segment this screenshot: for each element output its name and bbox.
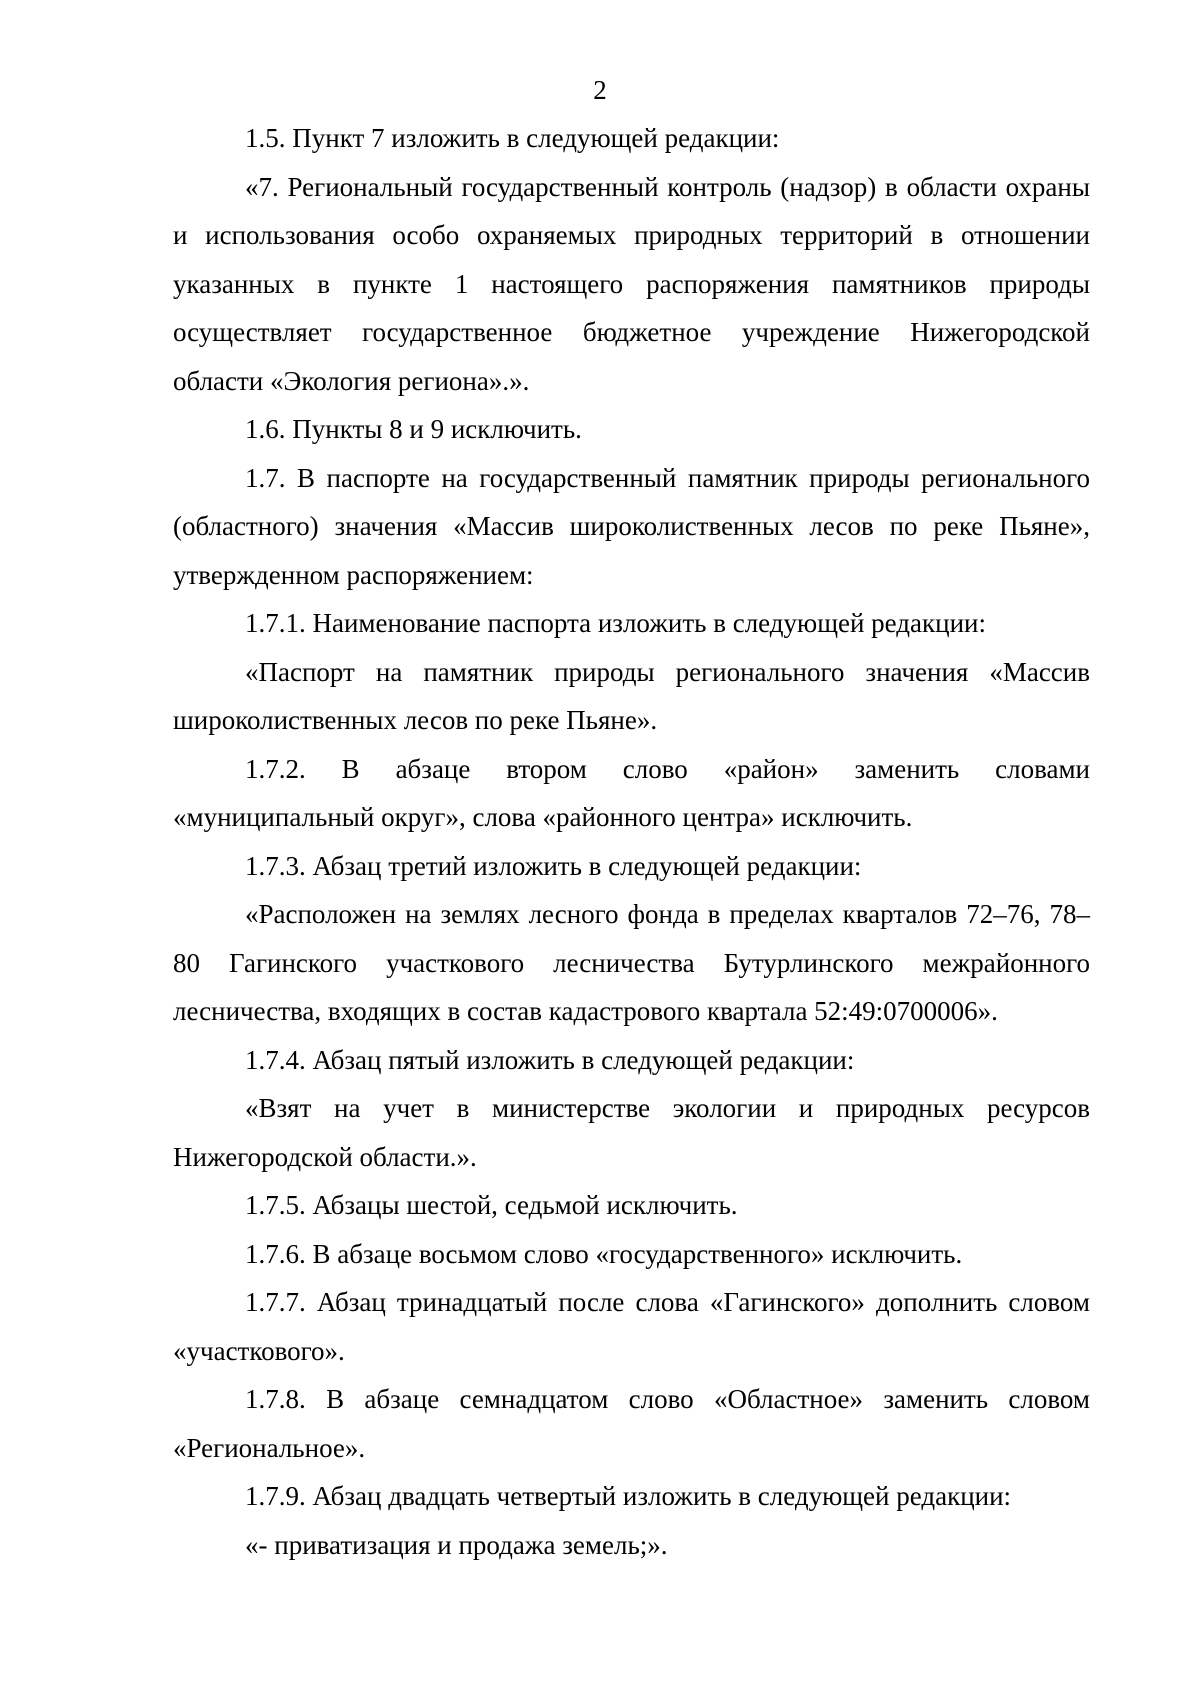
paragraph-passport-name: «Паспорт на памятник природы регионального значения «Массив широколиственных лесов по реке Пьяне». [173, 656, 1090, 735]
paragraph-1-7-6: 1.7.6. В абзаце восьмом слово «государственного» исключить. [245, 1238, 963, 1269]
paragraph-location-text: «Расположен на землях лесного фонда в пределах кварталов 72–76, 78–80 Гагинского участкового лесничества Бутурлинского межрайонного лесничества, входящих в состав кадастрового квартала 52:49:0700006». [173, 899, 1090, 1026]
paragraph-registration-text: «Взят на учет в министерстве экологии и природных ресурсов Нижегородской области.». [173, 1093, 1090, 1172]
paragraph-1-7: 1.7. В паспорте на государственный памятник природы регионального (областного) значения «Массив широколиственных лесов по реке Пьяне», утвержденном распоряжением: [173, 462, 1090, 590]
paragraph-1-7-4: 1.7.4. Абзац пятый изложить в следующей редакции: [245, 1044, 855, 1075]
paragraph-1-5: 1.5. Пункт 7 изложить в следующей редакции: [245, 123, 780, 153]
paragraph-1-7-8: 1.7.8. В абзаце семнадцатом слово «Областное» заменить словом «Региональное». [173, 1384, 1090, 1463]
paragraph-1-7-1: 1.7.1. Наименование паспорта изложить в следующей редакции: [245, 608, 986, 638]
paragraph-1-7-9: 1.7.9. Абзац двадцать четвертый изложить в следующей редакции: [245, 1481, 1012, 1511]
document-body [173, 114, 1090, 1569]
paragraph-item-7-text: «7. Региональный государственный контроль (надзор) в области охраны и использования особо охраняемых природных территорий в отношении указанных в пункте 1 настоящего распоряжения памятников природы осуществляет государственное бюджетное учреждение Нижегородской области «Экология региона».». [173, 171, 1090, 396]
paragraph-1-7-3: 1.7.3. Абзац третий изложить в следующей редакции: [245, 850, 862, 881]
paragraph-1-6: 1.6. Пункты 8 и 9 исключить. [245, 414, 582, 444]
paragraph-1-7-7: 1.7.7. Абзац тринадцатый после слова «Гагинского» дополнить словом «участкового». [173, 1287, 1090, 1366]
paragraph-1-7-5: 1.7.5. Абзацы шестой, седьмой исключить. [245, 1190, 738, 1220]
page-number: 2 [593, 75, 607, 105]
paragraph-privatization-text: «- приватизация и продажа земель;». [245, 1529, 668, 1560]
paragraph-1-7-2: 1.7.2. В абзаце втором слово «район» заменить словами «муниципальный округ», слова «районного центра» исключить. [173, 753, 1090, 832]
